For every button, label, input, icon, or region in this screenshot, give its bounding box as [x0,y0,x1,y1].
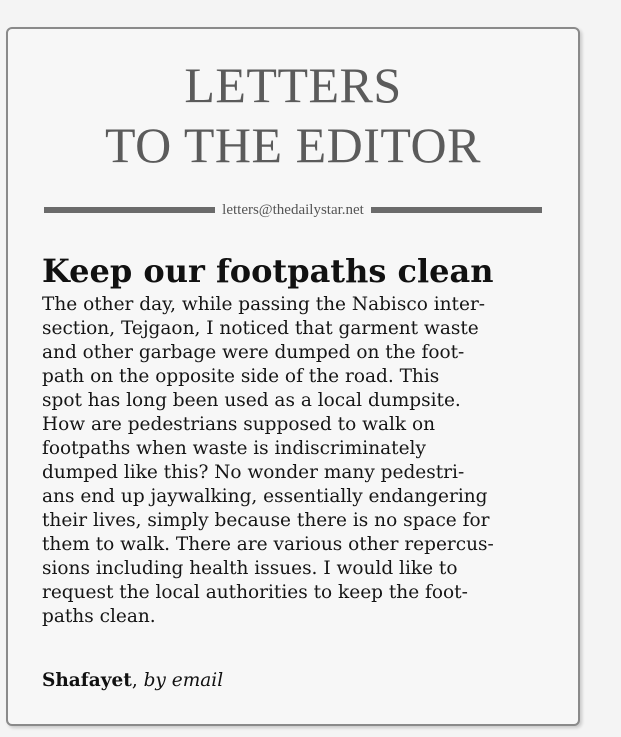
body-line: section, Tejgaon, I noticed that garment waste [42,318,479,339]
letter-headline: Keep our footpaths clean [42,252,494,290]
masthead-line-1: LETTERS [184,57,402,113]
body-line: paths clean. [42,606,156,627]
right-rule [371,207,542,213]
body-line: their lives, simply because there is no space for [42,510,490,531]
left-rule [44,207,215,213]
body-line: The other day, while passing the Nabisco inter- [42,294,486,315]
body-line: request the local authorities to keep the foot- [42,582,468,603]
body-line: and other garbage were dumped on the foot- [42,342,465,363]
masthead-line-2: TO THE EDITOR [105,117,481,173]
byline-separator: , [131,670,144,691]
letter-body [42,293,562,629]
editor-email: letters@thedailystar.net [222,201,364,218]
body-line: path on the opposite side of the road. This [42,366,440,387]
body-line: footpaths when waste is indiscriminately [42,438,426,459]
body-line: spot has long been used as a local dumpsite. [42,390,461,411]
body-line: sions including health issues. I would like to [42,558,458,579]
body-line: them to walk. There are various other repercus- [42,534,494,555]
body-line: How are pedestrians supposed to walk on [42,414,436,435]
byline [42,669,223,693]
masthead [8,55,578,175]
letters-box [6,27,580,726]
author-name: Shafayet [42,670,132,691]
email-row [44,201,542,219]
body-line: ans end up jaywalking, essentially endangering [42,486,488,507]
submission-method: by email [143,670,224,691]
body-line: dumped like this? No wonder many pedestri- [42,462,465,483]
